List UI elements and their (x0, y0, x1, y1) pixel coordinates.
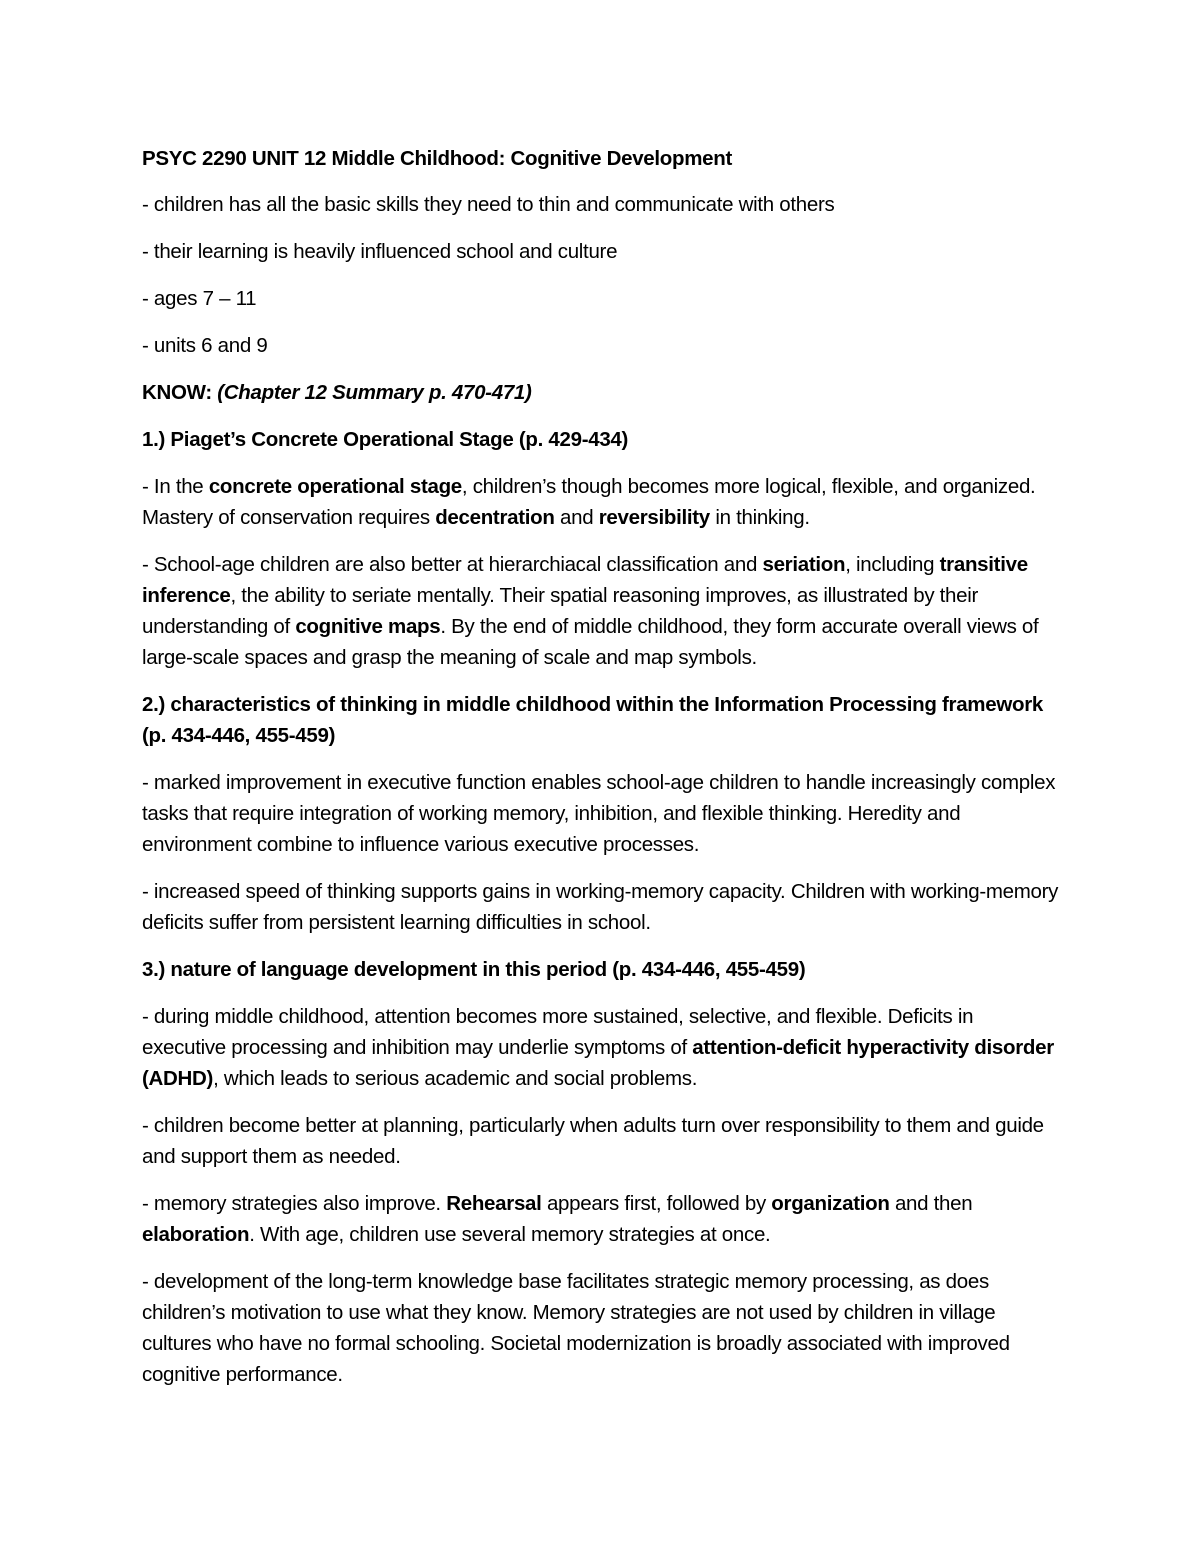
text-run: , which leads to serious academic and social problems. (213, 1067, 698, 1090)
intro-line: - units 6 and 9 (142, 334, 268, 357)
text-run: . By the end of middle childhood, they form accurate overall views of large-scale spaces and grasp the meaning of scale and map symbols. (142, 615, 1039, 669)
key-term: transitive inference (142, 553, 1028, 607)
section-paragraph (142, 471, 1062, 533)
text-run: - School-age children are also better at hierarchiacal classification and (142, 553, 763, 576)
key-term: reversibility (598, 506, 710, 529)
section-heading: 2.) characteristics of thinking in middle childhood within the Information Processing framework (p. 434-446, 455-459) (142, 693, 1043, 747)
section-paragraph: - development of the long-term knowledge base facilitates strategic memory processing, as does children’s motivation to use what they know. Memory strategies are not used by children in village cultures who have no formal schooling. Societal modernization is broadly associated with improved cognitive performance. (142, 1270, 1010, 1386)
know-label: KNOW: (142, 381, 218, 404)
key-term: concrete operational stage (208, 475, 462, 498)
know-line (142, 377, 1062, 408)
document-title: PSYC 2290 UNIT 12 Middle Childhood: Cognitive Development (142, 147, 733, 170)
key-term: attention-deficit hyperactivity disorder (ADHD) (142, 1036, 1054, 1090)
text-run: - during middle childhood, attention becomes more sustained, selective, and flexible. Deficits in executive processing and inhibition may underlie symptoms of (142, 1005, 974, 1059)
text-run: appears first, followed by (541, 1192, 772, 1215)
key-term: organization (771, 1192, 890, 1215)
text-run: and then (889, 1192, 973, 1215)
section-paragraph (142, 1001, 1062, 1094)
text-run: in thinking. (709, 506, 810, 529)
know-reference: (Chapter 12 Summary p. 470-471) (217, 381, 532, 404)
text-run: and (554, 506, 599, 529)
document-page (142, 143, 1062, 1406)
section-paragraph (142, 1188, 1062, 1250)
intro-line: - children has all the basic skills they need to thin and communicate with others (142, 193, 835, 216)
text-run: , including (845, 553, 940, 576)
section-paragraph (142, 549, 1062, 673)
section-heading: 1.) Piaget’s Concrete Operational Stage (p. 429-434) (142, 428, 629, 451)
text-run: . With age, children use several memory strategies at once. (249, 1223, 771, 1246)
key-term: Rehearsal (446, 1192, 542, 1215)
text-run: - In the (142, 475, 209, 498)
key-term: elaboration (142, 1223, 250, 1246)
key-term: cognitive maps (295, 615, 441, 638)
section-paragraph: - marked improvement in executive function enables school-age children to handle increasingly complex tasks that require integration of working memory, inhibition, and flexible thinking. Heredity and environment combine to influence various executive processes. (142, 771, 1056, 856)
text-run: - memory strategies also improve. (142, 1192, 447, 1215)
intro-line: - ages 7 – 11 (142, 287, 257, 310)
intro-line: - their learning is heavily influenced school and culture (142, 240, 618, 263)
section-paragraph: - children become better at planning, particularly when adults turn over responsibility to them and guide and support them as needed. (142, 1114, 1044, 1168)
key-term: decentration (435, 506, 555, 529)
text-run: , children’s though becomes more logical, flexible, and organized. Mastery of conservation requires (142, 475, 1036, 529)
key-term: seriation (762, 553, 846, 576)
section-paragraph: - increased speed of thinking supports gains in working-memory capacity. Children with working-memory deficits suffer from persistent learning difficulties in school. (142, 880, 1059, 934)
text-run: , the ability to seriate mentally. Their spatial reasoning improves, as illustrated by their understanding of (142, 584, 979, 638)
section-heading: 3.) nature of language development in this period (p. 434-446, 455-459) (142, 958, 806, 981)
